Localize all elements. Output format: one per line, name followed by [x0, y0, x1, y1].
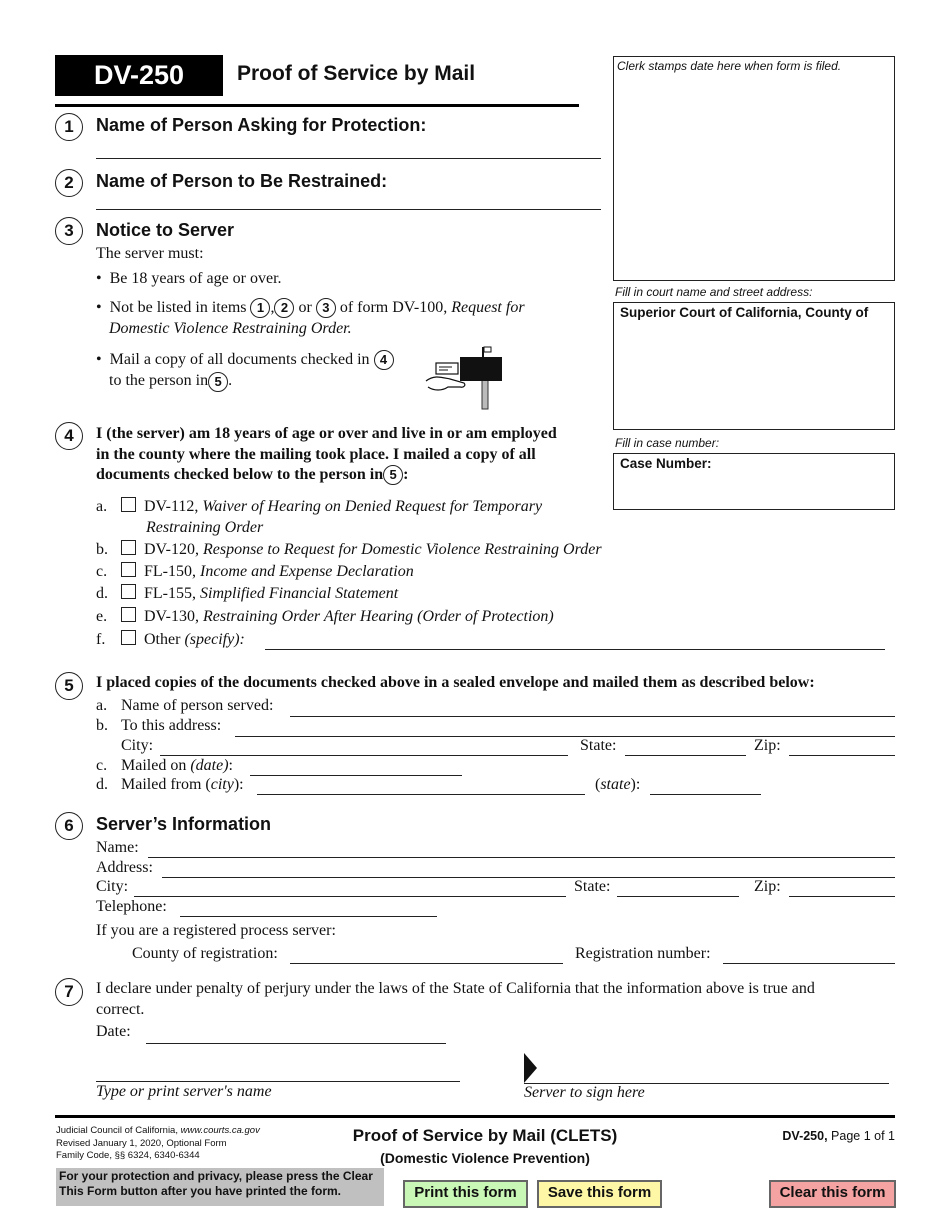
- server-address-field[interactable]: [162, 877, 895, 878]
- server-address-label: Address:: [96, 859, 153, 876]
- server-name-label: Name:: [96, 839, 139, 856]
- item-3-bullet-1: • Be 18 years of age or over.: [96, 270, 282, 287]
- doc-row-a: a. DV-112, Waiver of Hearing on Denied Request for Temporary Restraining Order: [96, 498, 543, 536]
- footer-page-info: DV-250, Page 1 of 1: [782, 1129, 895, 1143]
- print-form-button[interactable]: Print this form: [403, 1180, 528, 1208]
- restrained-person-name-field[interactable]: [96, 209, 601, 210]
- doc-row-b: b. DV-120, Response to Request for Domestic Violence Restraining Order: [96, 541, 602, 558]
- item-5b-label: b. To this address:: [96, 717, 222, 734]
- item-5b-city-label: City:: [121, 737, 154, 754]
- inline-number-5: 5: [208, 372, 228, 392]
- doc-a-checkbox[interactable]: [121, 497, 136, 512]
- county-registration-field[interactable]: [290, 963, 563, 964]
- mail-city-field[interactable]: [160, 755, 568, 756]
- court-caption: Fill in court name and street address:: [615, 285, 813, 299]
- item-5d-label: d. Mailed from (city):: [96, 776, 244, 793]
- item-1-number: 1: [55, 113, 83, 141]
- item-5-title: I placed copies of the documents checked above in a sealed envelope and mailed them as described below:: [96, 674, 815, 691]
- item-5c-label: c. Mailed on (date):: [96, 757, 233, 774]
- footer-subtitle: (Domestic Violence Prevention): [380, 1150, 590, 1166]
- server-state-field[interactable]: [617, 896, 739, 897]
- mailed-from-state-field[interactable]: [650, 794, 761, 795]
- inline-number-1: 1: [250, 298, 270, 318]
- item-5d-state-label: (state):: [595, 776, 641, 793]
- printed-name-caption: Type or print server's name: [96, 1083, 272, 1100]
- footer-title: Proof of Service by Mail (CLETS): [352, 1126, 618, 1145]
- mailed-from-city-field[interactable]: [257, 794, 585, 795]
- mail-address-field[interactable]: [235, 736, 895, 737]
- item-4-statement: I (the server) am 18 years of age or over and live in or am employed in the county where the mailing took place. I mailed a copy of all documents checked below to the person in 5 :: [96, 424, 557, 486]
- doc-c-checkbox[interactable]: [121, 562, 136, 577]
- item-7-number: 7: [55, 978, 83, 1006]
- form-title: Proof of Service by Mail: [237, 62, 476, 85]
- item-1-title: Name of Person Asking for Protection:: [96, 115, 427, 135]
- doc-row-d: d. FL-155, Simplified Financial Statement: [96, 585, 399, 602]
- footer-rule: [55, 1115, 895, 1118]
- privacy-notice: For your protection and privacy, please press the Clear This Form button after you have printed the form.: [56, 1168, 384, 1206]
- person-served-name-field[interactable]: [290, 716, 895, 717]
- declaration-date-label: Date:: [96, 1023, 131, 1040]
- server-city-field[interactable]: [134, 896, 566, 897]
- doc-f-checkbox[interactable]: [121, 630, 136, 645]
- declaration-text: I declare under penalty of perjury under the laws of the State of California that the information above is true and correct.: [96, 980, 815, 1018]
- inline-number-5b: 5: [383, 465, 403, 485]
- server-state-label: State:: [574, 878, 611, 895]
- item-5-number: 5: [55, 672, 83, 700]
- item-5b-zip-label: Zip:: [754, 737, 781, 754]
- mailed-on-date-field[interactable]: [250, 775, 462, 776]
- header-rule: [55, 104, 579, 107]
- form-code-badge: DV-250: [55, 55, 223, 96]
- server-name-field[interactable]: [148, 857, 895, 858]
- item-5a-label: a. Name of person served:: [96, 697, 274, 714]
- item-3-bullet-3: • Mail a copy of all documents checked in 4 to the person in 5 .: [96, 349, 426, 392]
- declaration-date-field[interactable]: [146, 1043, 446, 1044]
- footer-publisher: Judicial Council of California, www.courts.ca.gov Revised January 1, 2020, Optional Form Family Code, §§ 6324, 6340-6344: [56, 1125, 260, 1161]
- item-2-number: 2: [55, 169, 83, 197]
- court-box[interactable]: [613, 302, 895, 430]
- server-printed-name-field[interactable]: [96, 1081, 460, 1082]
- case-number-label: Case Number:: [620, 456, 712, 471]
- item-5b-state-label: State:: [580, 737, 617, 754]
- case-caption: Fill in case number:: [615, 436, 720, 450]
- other-specify-field[interactable]: [265, 649, 885, 650]
- item-6-number: 6: [55, 812, 83, 840]
- clerk-stamp-label: Clerk stamps date here when form is filed.: [617, 59, 842, 73]
- doc-row-c: c. FL-150, Income and Expense Declaration: [96, 563, 414, 580]
- inline-number-2: 2: [274, 298, 294, 318]
- item-3-title: Notice to Server: [96, 220, 235, 240]
- registration-number-field[interactable]: [723, 963, 895, 964]
- mail-state-field[interactable]: [625, 755, 746, 756]
- doc-e-checkbox[interactable]: [121, 607, 136, 622]
- protected-person-name-field[interactable]: [96, 158, 601, 159]
- registered-server-note: If you are a registered process server:: [96, 922, 336, 939]
- server-telephone-label: Telephone:: [96, 898, 167, 915]
- doc-row-f: f. Other (specify):: [96, 631, 245, 648]
- doc-row-e: e. DV-130, Restraining Order After Hearing (Order of Protection): [96, 608, 554, 625]
- clear-form-button[interactable]: Clear this form: [769, 1180, 896, 1208]
- item-3-number: 3: [55, 217, 83, 245]
- item-3-intro: The server must:: [96, 245, 204, 262]
- item-2-title: Name of Person to Be Restrained:: [96, 171, 388, 191]
- inline-number-3: 3: [316, 298, 336, 318]
- court-name-label: Superior Court of California, County of: [620, 305, 869, 320]
- doc-d-checkbox[interactable]: [121, 584, 136, 599]
- doc-b-checkbox[interactable]: [121, 540, 136, 555]
- server-city-label: City:: [96, 878, 129, 895]
- item-6-title: Server’s Information: [96, 814, 272, 834]
- county-registration-label: County of registration:: [132, 945, 278, 962]
- sign-arrow-icon: [524, 1053, 538, 1083]
- mailbox-icon: [424, 345, 506, 411]
- item-4-number: 4: [55, 422, 83, 450]
- item-3-bullet-2: • Not be listed in items 1 , 2 or 3 of form DV-100, Request for Domestic Violence Restraining Order.: [96, 299, 525, 338]
- signature-caption: Server to sign here: [524, 1084, 645, 1101]
- server-telephone-field[interactable]: [180, 916, 437, 917]
- save-form-button[interactable]: Save this form: [537, 1180, 662, 1208]
- mail-zip-field[interactable]: [789, 755, 895, 756]
- case-number-box[interactable]: [613, 453, 895, 510]
- server-zip-label: Zip:: [754, 878, 781, 895]
- clerk-stamp-box: [613, 56, 895, 281]
- inline-number-4: 4: [374, 350, 394, 370]
- server-zip-field[interactable]: [789, 896, 895, 897]
- registration-number-label: Registration number:: [575, 945, 711, 962]
